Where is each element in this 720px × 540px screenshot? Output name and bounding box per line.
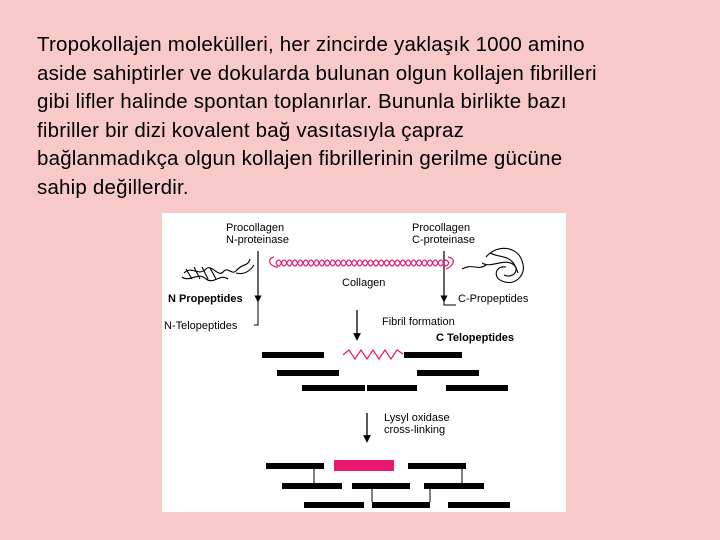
n-proteinase-label-1: Procollagen <box>226 222 285 234</box>
collagen-processing-diagram <box>162 213 566 512</box>
paragraph-line: bağlanmadıkça olgun kollajen fibrillerinin gerilme gücüne <box>37 147 563 170</box>
fibril-stage-2 <box>266 460 510 508</box>
fibril-bar <box>304 502 364 508</box>
fibril-bar <box>372 502 430 508</box>
paragraph-line: Tropokollajen molekülleri, her zincirde yaklaşık 1000 amino <box>37 33 585 56</box>
collagen-label: Collagen <box>342 277 386 289</box>
fibril-bar <box>404 352 462 358</box>
paragraph-line: gibi lifler halinde spontan toplanırlar. Bununla birlikte bazı <box>37 90 567 113</box>
paragraph-line: fibriller bir dizi kovalent bağ vasıtasıyla çapraz <box>37 118 465 142</box>
c-proteinase-label-1: Procollagen <box>412 222 471 234</box>
c-telopeptides-label: C Telopeptides <box>436 332 515 344</box>
n-telopeptides-label: N-Telopeptides <box>164 320 238 332</box>
fibril-formation-label: Fibril formation <box>382 316 455 328</box>
c-propeptides-label: C-Propeptides <box>458 293 529 305</box>
lysyl-oxidase-label-1: Lysyl oxidase <box>384 412 450 424</box>
fibril-helix-segment <box>343 350 403 359</box>
fibril-stage-1 <box>262 350 508 391</box>
crosslinked-collagen-segment <box>334 460 394 471</box>
diagram-canvas <box>162 213 566 512</box>
n-proteinase-label-2: N-proteinase <box>226 234 289 246</box>
slide-paragraph <box>37 31 697 202</box>
c-propeptide-globule <box>462 248 523 282</box>
c-proteinase-label-2: C-proteinase <box>412 234 475 246</box>
fibril-bar <box>262 352 324 358</box>
fibril-bar <box>408 463 466 469</box>
c-propeptides-connector <box>444 299 456 305</box>
fibril-bar <box>277 370 339 376</box>
paragraph-line: aside sahiptirler ve dokularda bulunan olgun kollajen fibrilleri <box>37 61 597 85</box>
fibril-bar <box>302 385 365 391</box>
paragraph-line: sahip değillerdir. <box>37 175 189 199</box>
n-telopeptides-connector <box>254 299 258 325</box>
lysyl-oxidase-label-2: cross-linking <box>384 424 446 436</box>
n-propeptides-label: N Propeptides <box>168 293 243 305</box>
fibril-bar <box>266 463 324 469</box>
fibril-bar <box>367 385 417 391</box>
fibril-bar <box>417 370 479 376</box>
fibril-bar <box>352 483 410 489</box>
fibril-bar <box>446 385 508 391</box>
fibril-bar <box>448 502 510 508</box>
fibril-bar <box>424 483 484 489</box>
collagen-triple-helix <box>270 257 454 269</box>
n-propeptide-globule <box>182 259 254 281</box>
fibril-bar <box>282 483 342 489</box>
